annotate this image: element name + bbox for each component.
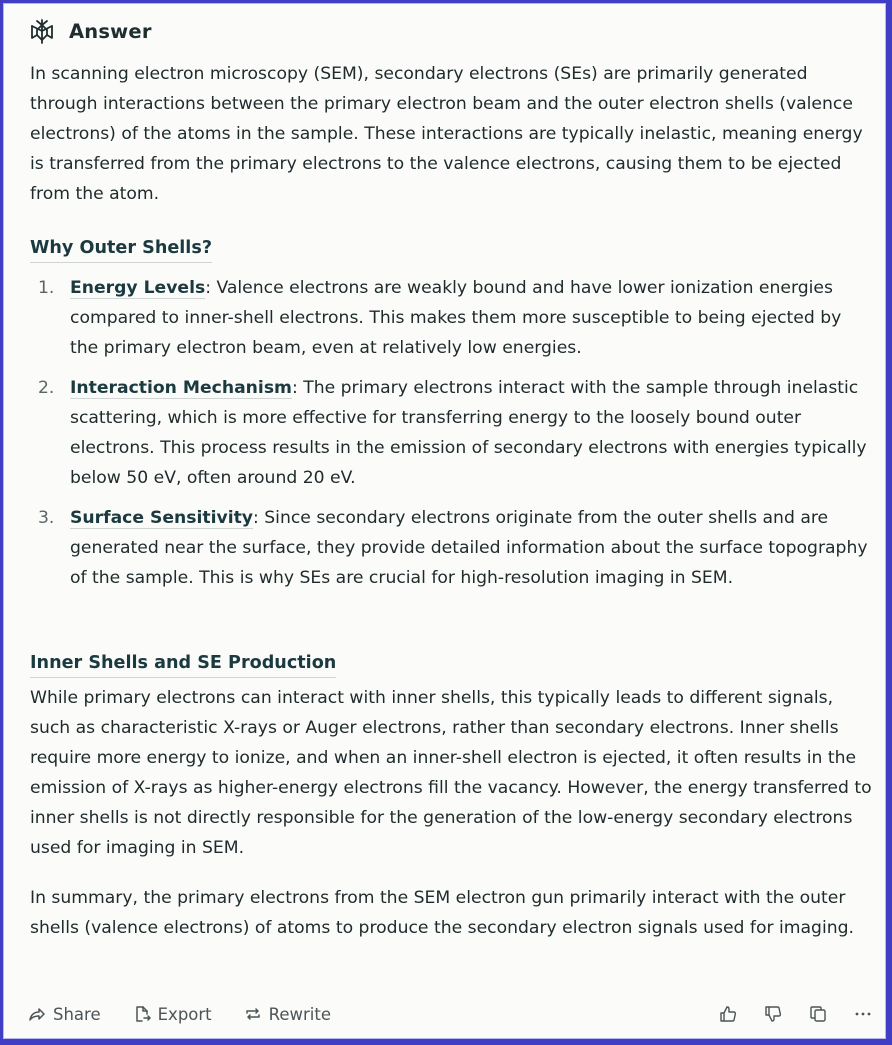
export-icon (133, 1005, 151, 1023)
list-item (28, 273, 873, 363)
list-item-term: Surface Sensitivity (70, 508, 254, 528)
copy-icon[interactable] (808, 1004, 828, 1024)
answer-logo-icon (28, 17, 56, 45)
summary-paragraph: In summary, the primary electrons from the SEM electron gun primarily interact with the outer shells (valence electrons) of atoms to produce the secondary electron signals used for imaging. (30, 888, 854, 938)
answer-header (28, 15, 152, 47)
export-label: Export (157, 1004, 212, 1024)
section-heading-outer-shells: Why Outer Shells? (30, 235, 212, 263)
list-item-text: : The primary electrons interact with the sample through inelastic scattering, which is more effective for transferring energy to the loosely bound outer electrons. This process results in the emission of secondary electrons with energies typically below 50 eV, often around 20 eV. (70, 378, 867, 488)
thumbs-down-icon[interactable] (763, 1004, 783, 1024)
list-item-number: 1. (38, 278, 55, 298)
outer-shells-list (28, 273, 873, 603)
list-item (28, 373, 873, 493)
rewrite-icon (244, 1005, 262, 1023)
export-button[interactable] (133, 1005, 212, 1024)
section-heading-inner-shells: Inner Shells and SE Production (30, 650, 336, 678)
more-icon[interactable] (853, 1004, 873, 1024)
answer-toolbar (28, 999, 873, 1029)
share-label: Share (53, 1004, 101, 1024)
list-item-term: Energy Levels (70, 278, 206, 298)
inner-shells-paragraph: While primary electrons can interact with inner shells, this typically leads to different signals, such as characteristic X-rays or Auger electrons, rather than secondary electrons. Inner shells require more energy to ionize, and when an inner-shell electron is ejected, it often results in the emission of X-rays as higher-energy electrons fill the vacancy. However, the energy transferred to inner shells is not directly responsible for the generation of the low-energy secondary electrons used for imaging in SEM. (30, 688, 872, 858)
thumbs-up-icon[interactable] (718, 1004, 738, 1024)
intro-paragraph: In scanning electron microscopy (SEM), secondary electrons (SEs) are primarily generated through interactions between the primary electron beam and the outer electron shells (valence electrons) of the atoms in the sample. These interactions are typically inelastic, meaning energy is transferred from the primary electrons to the valence electrons, causing them to be ejected from the atom. (30, 64, 863, 204)
share-icon (28, 1005, 46, 1023)
list-item-text: : Valence electrons are weakly bound and have lower ionization energies compared to inner-shell electrons. This makes them more susceptible to being ejected by the primary electron beam, even at relatively low energies. (70, 278, 842, 358)
list-item (28, 503, 873, 593)
rewrite-label: Rewrite (268, 1004, 331, 1024)
rewrite-button[interactable] (244, 1005, 331, 1024)
answer-title: Answer (69, 19, 152, 43)
feedback-actions (693, 999, 873, 1029)
list-item-term: Interaction Mechanism (70, 378, 292, 398)
list-item-number: 2. (38, 378, 55, 398)
share-button[interactable] (28, 1005, 101, 1024)
list-item-text: : Since secondary electrons originate from the outer shells and are generated near the surface, they provide detailed information about the surface topography of the sample. This is why SEs are crucial for high-resolution imaging in SEM. (70, 508, 868, 588)
list-item-number: 3. (38, 508, 55, 528)
